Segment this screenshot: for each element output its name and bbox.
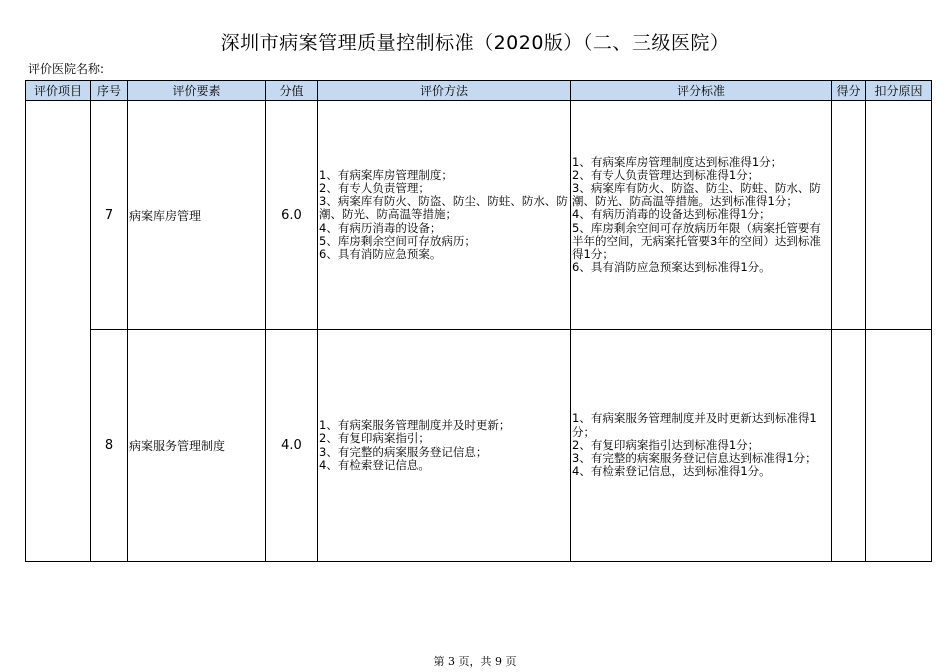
header-eval-method: 评价方法 bbox=[318, 81, 571, 101]
header-deduction-reason: 扣分原因 bbox=[866, 81, 932, 101]
method-line: 3、病案库有防火、防盗、防尘、防蛀、防水、防潮、防光、防高温等措施； bbox=[319, 194, 568, 222]
header-row bbox=[26, 81, 932, 101]
eval-method-cell bbox=[318, 101, 571, 330]
deduction-reason-cell[interactable] bbox=[866, 330, 932, 562]
method-line: 1、有病案服务管理制度并及时更新； bbox=[319, 418, 511, 433]
standards-table bbox=[25, 80, 932, 562]
method-line: 2、有专人负责管理； bbox=[319, 180, 430, 195]
page-title: 深圳市病案管理质量控制标准（2020版）（二、三级医院） bbox=[220, 32, 730, 54]
header-points-got: 得分 bbox=[832, 81, 866, 101]
deduction-reason-cell[interactable] bbox=[866, 101, 932, 330]
method-line: 2、有复印病案指引； bbox=[319, 431, 430, 446]
method-line: 1、有病案库房管理制度； bbox=[319, 167, 453, 182]
criteria-line: 4、有检索登记信息，达到标准得1分。 bbox=[572, 464, 771, 479]
eval-item-cell bbox=[26, 101, 91, 562]
points-got-cell[interactable] bbox=[832, 330, 866, 562]
seq-no-cell: 8 bbox=[91, 330, 128, 562]
page-number-footer: 第 3 页，共 9 页 bbox=[433, 655, 517, 668]
criteria-line: 1、有病案库房管理制度达到标准得1分； bbox=[572, 154, 783, 169]
seq-no-cell: 7 bbox=[91, 101, 128, 330]
points-got-cell[interactable] bbox=[832, 101, 866, 330]
header-seq-no: 序号 bbox=[91, 81, 128, 101]
scoring-criteria-cell bbox=[571, 330, 832, 562]
method-line: 4、有病历消毒的设备； bbox=[319, 220, 442, 235]
criteria-line: 5、库房剩余空间可存放病历年限（病案托管要有半年的空间，无病案托管要3年的空间）达到标准得1分； bbox=[572, 220, 821, 261]
score-cell: 6.0 bbox=[266, 101, 318, 330]
scoring-criteria-cell bbox=[571, 101, 832, 330]
score-cell: 4.0 bbox=[266, 330, 318, 562]
method-line: 3、有完整的病案服务登记信息； bbox=[319, 444, 488, 459]
method-line: 6、具有消防应急预案。 bbox=[319, 247, 442, 261]
method-line: 5、库房剩余空间可存放病历； bbox=[319, 233, 476, 248]
method-line: 4、有检索登记信息。 bbox=[319, 457, 430, 472]
criteria-line: 2、有复印病案指引达到标准得1分； bbox=[572, 437, 760, 452]
header-score: 分值 bbox=[266, 81, 318, 101]
table-row bbox=[26, 330, 932, 562]
header-scoring-criteria: 评分标准 bbox=[571, 81, 832, 101]
eval-element-cell: 病案库房管理 bbox=[128, 101, 266, 330]
criteria-line: 4、有病历消毒的设备达到标准得1分； bbox=[572, 207, 771, 222]
table-row bbox=[26, 101, 932, 330]
hospital-name-label: 评价医院名称: bbox=[28, 62, 105, 76]
criteria-line: 1、有病案服务管理制度并及时更新达到标准得1分； bbox=[572, 411, 817, 439]
eval-method-cell bbox=[318, 330, 571, 562]
eval-element-cell: 病案服务管理制度 bbox=[128, 330, 266, 562]
criteria-line: 2、有专人负责管理达到标准得1分； bbox=[572, 167, 760, 182]
header-eval-item: 评价项目 bbox=[26, 81, 91, 101]
criteria-line: 6、具有消防应急预案达到标准得1分。 bbox=[572, 260, 771, 275]
criteria-line: 3、病案库有防火、防盗、防尘、防蛀、防水、防潮、防光、防高温等措施。达到标准得1分； bbox=[572, 180, 821, 209]
header-eval-element: 评价要素 bbox=[128, 81, 266, 101]
criteria-line: 3、有完整的病案服务登记信息达到标准得1分； bbox=[572, 451, 817, 466]
